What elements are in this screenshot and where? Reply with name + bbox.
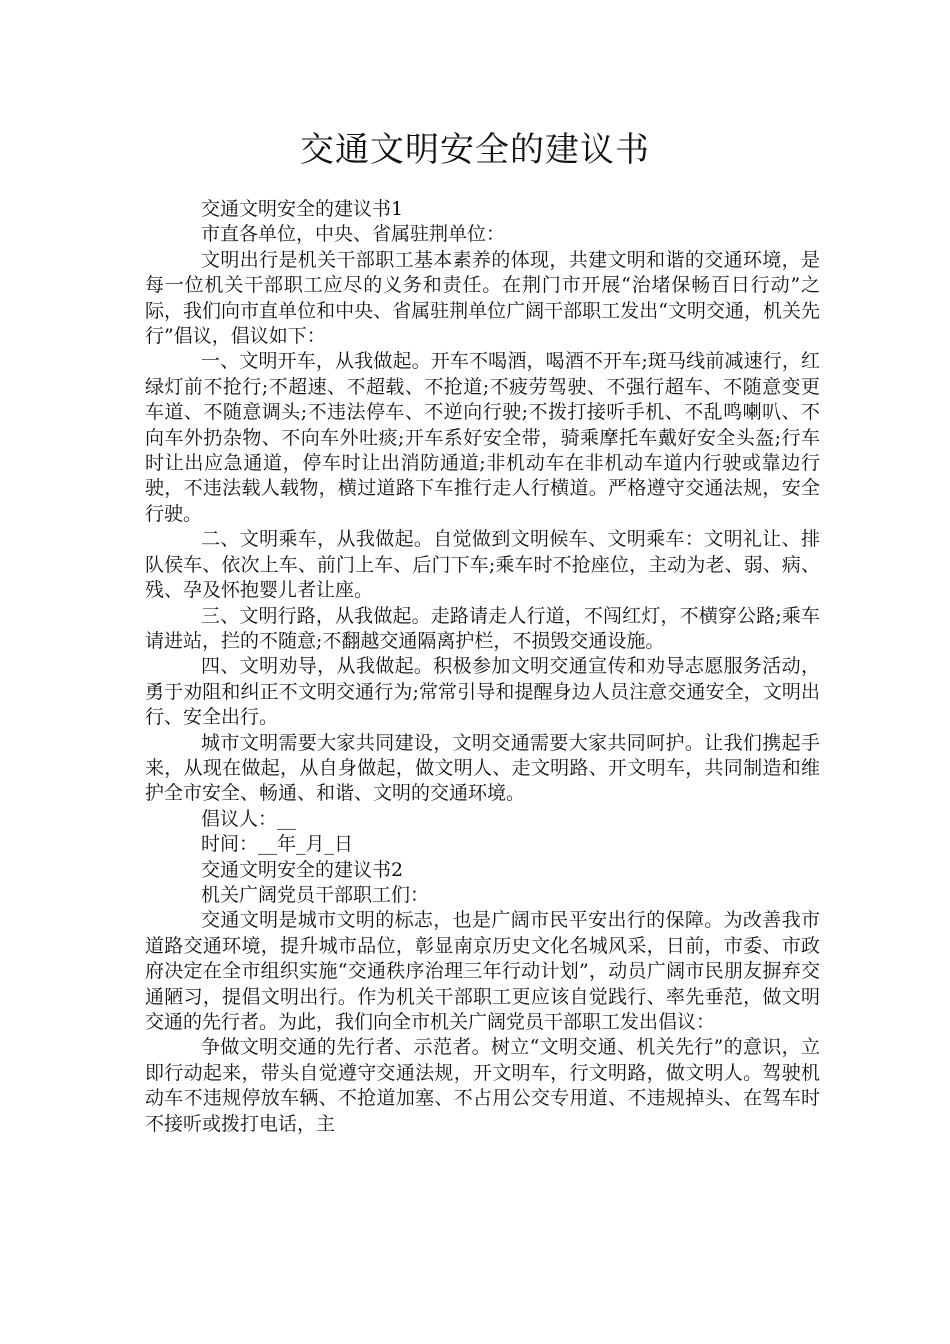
section-heading-1: 交通文明安全的建议书1: [201, 198, 404, 220]
signature-date: 时间：__年_月_日: [201, 833, 354, 856]
paragraph-riding: 二、文明乘车，从我做起。自觉做到文明候车、文明乘车：文明礼让、排队侯车、依次上车、前门上车、后门下车;乘车时不抢座位，主动为老、弱、病、残、孕及怀抱婴儿者让座。: [145, 528, 820, 602]
salutation-2: 机关广阔党员干部职工们：: [201, 883, 430, 906]
paragraph-intro-1: 文明出行是机关干部职工基本素养的体现，共建文明和谐的交通环境，是每一位机关干部职工应尽的义务和责任。在荆门市开展“治堵保畅百日行动”之际，我们向市直单位和中央、省属驻荆单位广阔干部职工发出“文明交通，机关先行”倡议，倡议如下：: [145, 248, 820, 348]
document-body: [145, 197, 820, 1137]
paragraph-closing-1: 城市文明需要大家共同建设，文明交通需要大家共同呵护。让我们携起手来，从现在做起，从自身做起，做文明人、走文明路、开文明车，共同制造和维护全市安全、畅通、和谐、文明的交通环境。: [145, 731, 820, 805]
salutation-1: 市直各单位，中央、省属驻荆单位：: [201, 223, 506, 246]
section-heading-2: 交通文明安全的建议书2: [201, 858, 404, 881]
paragraph-walking: 三、文明行路，从我做起。走路请走人行道，不闯红灯，不横穿公路;乘车请进站，拦的不随意;不翻越交通隔离护栏，不损毁交通设施。: [145, 604, 820, 652]
paragraph-pioneer: 争做文明交通的先行者、示范者。树立“文明交通、机关先行”的意识，立即行动起来，带头自觉遵守交通法规，开文明车，行文明路，做文明人。驾驶机动车不违规停放车辆、不抢道加塞、不占用公交专用道、不违规掉头、在驾车时不接听或拨打电话，主: [145, 1036, 820, 1135]
signature-proposer: 倡议人：__: [201, 807, 297, 830]
paragraph-intro-2: 交通文明是城市文明的标志，也是广阔市民平安出行的保障。为改善我市道路交通环境，提升城市品位，彰显南京历史文化名城风采，日前，市委、市政府决定在全市组织实施“交通秩序治理三年行动计划”，动员广阔市民朋友摒弃交通陋习，提倡文明出行。作为机关干部职工更应该自觉践行、率先垂范，做文明交通的先行者。为此，我们向全市机关广阔党员干部职工发出倡议：: [145, 909, 820, 1033]
paragraph-driving: 一、文明开车，从我做起。开车不喝酒，喝酒不开车;斑马线前减速行，红绿灯前不抢行;不超速、不超载、不抢道;不疲劳驾驶、不强行超车、不随意变更车道、不随意调头;不违法停车、不逆向行驶;不拨打接听手机、不乱鸣喇叭、不向车外扔杂物、不向车外吐痰;开车系好安全带，骑乘摩托车戴好安全头盔;行车时让出应急通道，停车时让出消防通道;非机动车在非机动车道内行驶或靠边行驶，不违法载人载物，横过道路下车推行走人行横道。严格遵守交通法规，安全行驶。: [145, 350, 820, 525]
paragraph-persuading: 四、文明劝导，从我做起。积极参加文明交通宣传和劝导志愿服务活动，勇于劝阻和纠正不文明交通行为;常常引导和提醒身边人员注意交通安全，文明出行、安全出行。: [145, 655, 820, 729]
document-title: 交通文明安全的建议书: [300, 130, 650, 170]
